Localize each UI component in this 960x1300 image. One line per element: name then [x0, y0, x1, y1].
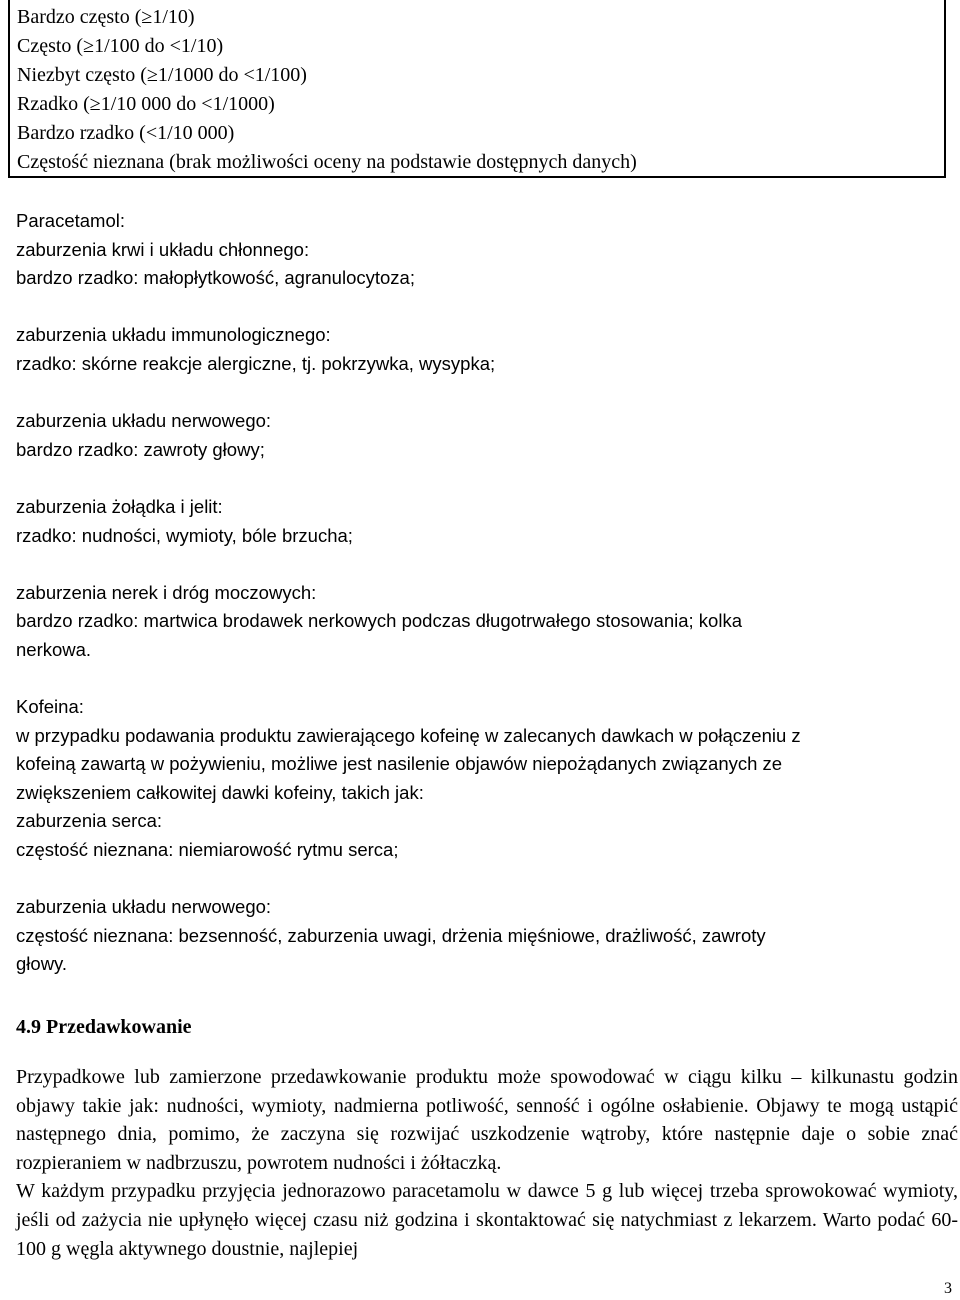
paracetamol-immune-heading: zaburzenia układu immunologicznego:	[16, 324, 331, 346]
overdose-heading: 4.9 Przedawkowanie	[16, 1016, 192, 1038]
page-number: 3	[944, 1280, 952, 1297]
paracetamol-title: Paracetamol:	[16, 210, 125, 231]
paracetamol-renal-text-2: nerkowa.	[16, 638, 92, 660]
caffeine-intro-1: w przypadku podawania produktu zawierającego kofeinę w zalecanych dawkach w połączeniu z	[16, 724, 801, 746]
frequency-table	[8, 0, 946, 178]
caffeine-title: Kofeina:	[16, 696, 84, 718]
caffeine-intro-2: kofeiną zawartą w pożywieniu, możliwe jest nasilenie objawów niepożądanych związanych ze	[16, 753, 783, 775]
frequency-row-very-rare: Bardzo rzadko (<1/10 000)	[17, 122, 235, 144]
caffeine-heart-heading: zaburzenia serca:	[16, 810, 163, 832]
caffeine-nervous-text-1: częstość nieznana: bezsenność, zaburzenia uwagi, drżenia mięśniowe, drażliwość, zawroty	[16, 924, 766, 946]
paracetamol-renal-heading: zaburzenia nerek i dróg moczowych:	[16, 581, 317, 603]
paracetamol-gastro-text: rzadko: nudności, wymioty, bóle brzucha;	[16, 524, 353, 546]
frequency-row-rare: Rzadko (≥1/10 000 do <1/1000)	[17, 93, 275, 115]
frequency-row-common: Często (≥1/100 do <1/10)	[17, 35, 224, 57]
paracetamol-gastro-heading: zaburzenia żołądka i jelit:	[16, 495, 223, 517]
paracetamol-immune-text: rzadko: skórne reakcje alergiczne, tj. pokrzywka, wysypka;	[16, 352, 496, 374]
paracetamol-nervous-heading: zaburzenia układu nerwowego:	[16, 410, 272, 432]
overdose-section	[16, 993, 958, 1263]
frequency-row-uncommon: Niezbyt często (≥1/1000 do <1/100)	[17, 64, 307, 86]
frequency-row-unknown: Częstość nieznana (brak możliwości oceny na podstawie dostępnych danych)	[17, 151, 637, 173]
caffeine-heart-text: częstość nieznana: niemiarowość rytmu serca;	[16, 839, 399, 861]
paracetamol-nervous-text: bardzo rzadko: zawroty głowy;	[16, 438, 265, 460]
paracetamol-renal-text-1: bardzo rzadko: martwica brodawek nerkowych podczas długotrwałego stosowania; kolka	[16, 610, 742, 632]
paracetamol-blood-text: bardzo rzadko: małopłytkowość, agranulocytoza;	[16, 267, 415, 289]
adverse-effects-section	[16, 207, 958, 979]
paracetamol-blood-heading: zaburzenia krwi i układu chłonnego:	[16, 238, 310, 260]
caffeine-nervous-heading: zaburzenia układu nerwowego:	[16, 896, 272, 918]
frequency-row-very-common: Bardzo często (≥1/10)	[17, 6, 195, 28]
caffeine-nervous-text-2: głowy.	[16, 953, 68, 975]
caffeine-intro-3: zwiększeniem całkowitej dawki kofeiny, takich jak:	[16, 781, 424, 803]
overdose-paragraph-1: Przypadkowe lub zamierzone przedawkowanie produktu może spowodować w ciągu kilku – kilkunastu godzin objawy takie jak: nudności, wymioty, nadmierna potliwość, senność i ogólne osłabienie. Objawy te mogą ustąpić następnego dnia, pomimo, że zaczyna się rozwijać uszkodzenie wątroby, które następnie daje o sobie znać rozpieraniem w nadbrzuszu, powrotem nudności i żółtaczką.	[16, 1066, 958, 1174]
overdose-paragraph-2: W każdym przypadku przyjęcia jednorazowo paracetamolu w dawce 5 g lub więcej trzeba sprowokować wymioty, jeśli od zażycia nie upłynęło więcej czasu niż godzina i skontaktować się natychmiast z lekarzem. Warto podać 60-100 g węgla aktywnego doustnie, najlepiej	[16, 1180, 958, 1260]
